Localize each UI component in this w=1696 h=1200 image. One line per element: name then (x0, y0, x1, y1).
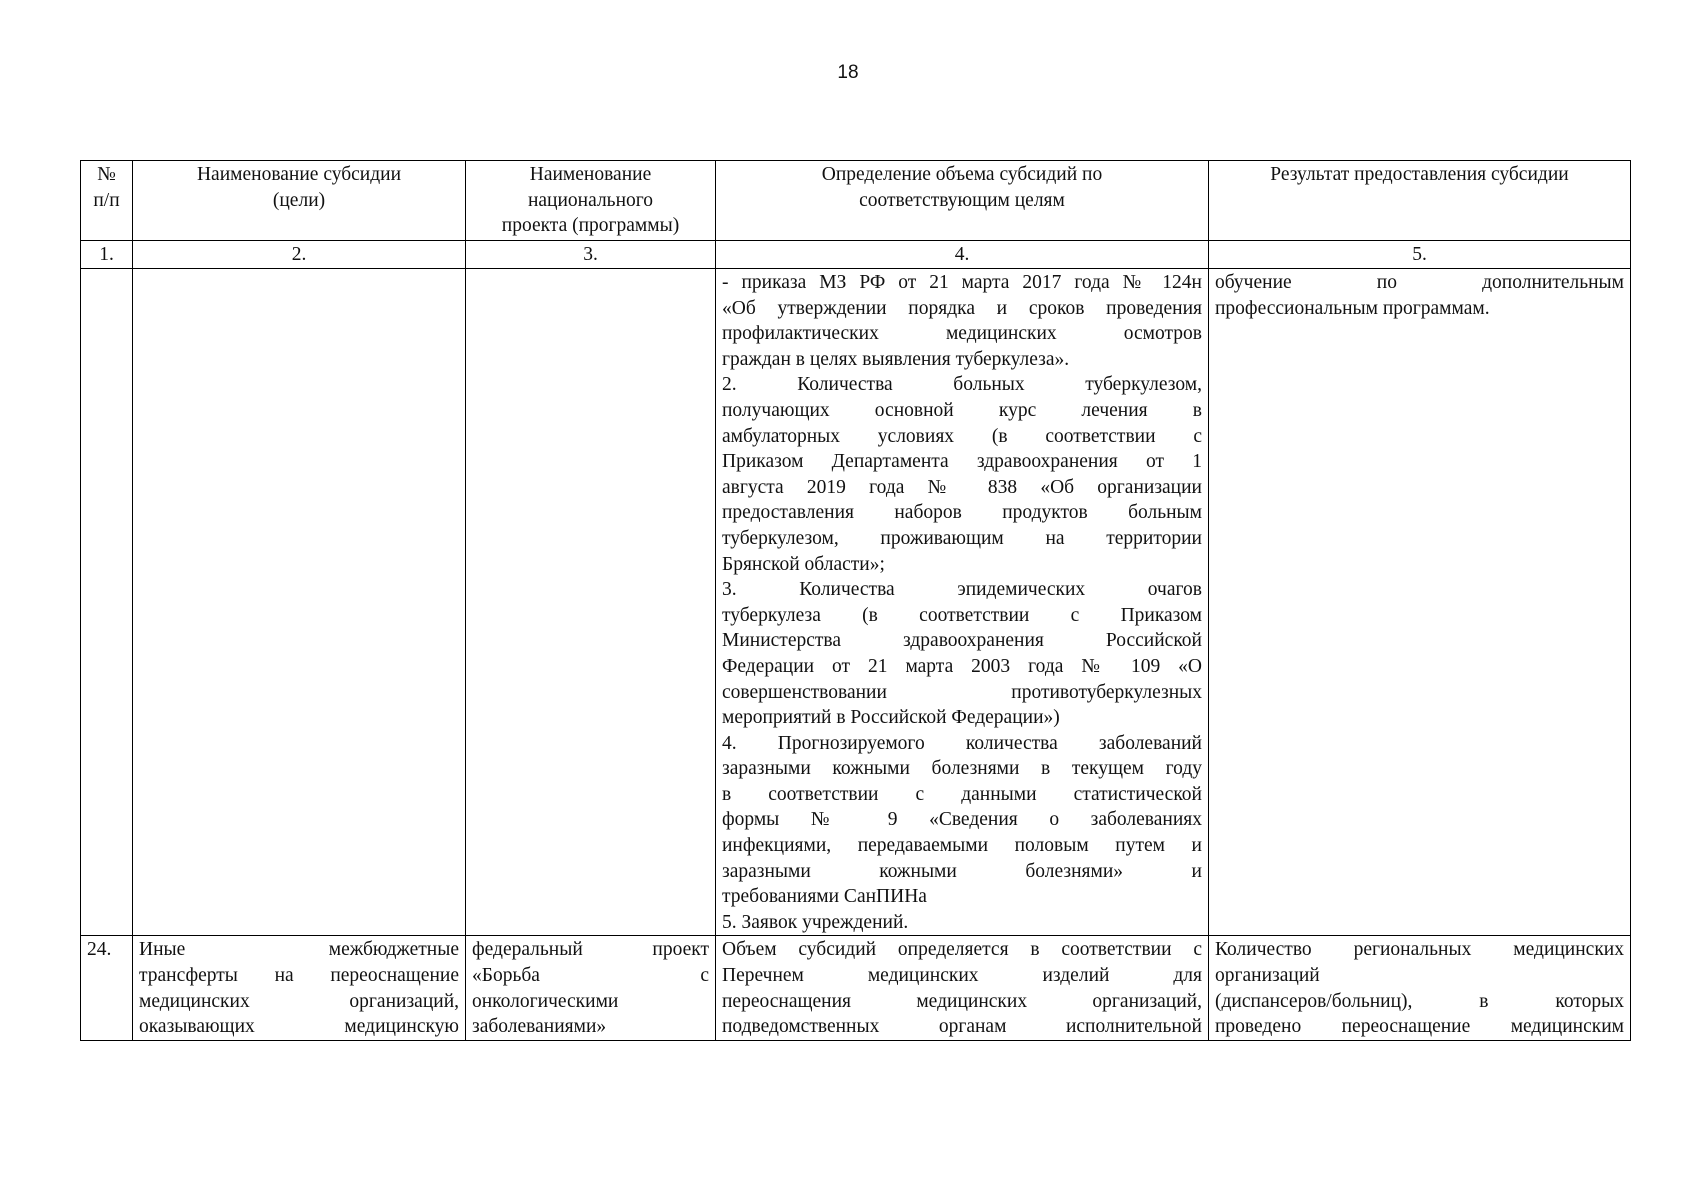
page-number: 18 (837, 62, 859, 83)
subsidy-table (80, 160, 1631, 1041)
text-line: трансферты на переоснащение (139, 965, 459, 987)
text-line: заразными кожными болезнями в текущем году (722, 758, 1202, 780)
cell-subsidy-name (133, 269, 466, 936)
column-number: 5. (1209, 241, 1631, 269)
cell-number (81, 269, 133, 936)
text-line: августа 2019 года № 838 «Об организации (722, 476, 1202, 498)
text-line: совершенствовании противотуберкулезных (722, 681, 1202, 703)
text-line: организаций (1215, 965, 1320, 987)
table-row-24 (81, 936, 1631, 1040)
header-subsidy-volume: Определение объема субсидий по соответствующим целям (716, 161, 1209, 241)
cell-result (1209, 269, 1631, 936)
text-line: - приказа МЗ РФ от 21 марта 2017 года № 124н (722, 272, 1202, 293)
header-row (81, 161, 1631, 241)
text-line: заразными кожными болезнями» и (722, 860, 1202, 882)
text-line: Иные межбюджетные (139, 939, 459, 961)
cell-subsidy-name (133, 936, 466, 1040)
column-number: 4. (716, 241, 1209, 269)
cell-result (1209, 936, 1631, 1040)
column-number: 3. (466, 241, 716, 269)
column-number: 2. (133, 241, 466, 269)
table-row-continuation (81, 269, 1631, 936)
text-line: 4. Прогнозируемого количества заболеваний (722, 732, 1202, 754)
text-line: 2. Количества больных туберкулезом, (722, 374, 1202, 396)
cell-subsidy-volume (716, 269, 1209, 936)
text-line: предоставления наборов продуктов больным (722, 502, 1202, 524)
text-line: Приказом Департамента здравоохранения от 1 (722, 451, 1202, 473)
header-result: Результат предоставления субсидии (1209, 161, 1631, 241)
column-number: 1. (81, 241, 133, 269)
text-line: Министерства здравоохранения Российской (722, 630, 1202, 652)
column-number-row (81, 241, 1631, 269)
text-line: Перечнем медицинских изделий для (722, 965, 1202, 987)
text-line: граждан в целях выявления туберкулеза». (722, 348, 1070, 370)
header-national-project: Наименование национального проекта (программы) (466, 161, 716, 241)
text-line: медицинских организаций, (139, 990, 459, 1012)
text-line: туберкулезом, проживающим на территории (722, 527, 1202, 549)
header-subsidy-name: Наименование субсидии (цели) (133, 161, 466, 241)
text-line: «Об утверждении порядка и сроков проведения (722, 297, 1202, 319)
text-line: мероприятий в Российской Федерации») (722, 707, 1060, 729)
text-line: обучение по дополнительным (1215, 272, 1624, 293)
header-number: № п/п (81, 161, 133, 241)
text-line: инфекциями, передаваемыми половым путем и (722, 835, 1202, 857)
cell-number: 24. (81, 936, 133, 1040)
text-line: Количество региональных медицинских (1215, 939, 1624, 961)
text-line: онкологическими (472, 990, 619, 1012)
cell-national-project (466, 936, 716, 1040)
text-line: 3. Количества эпидемических очагов (722, 579, 1202, 601)
text-line: проведено переоснащение медицинским (1215, 1016, 1624, 1038)
cell-national-project (466, 269, 716, 936)
text-line: оказывающих медицинскую (139, 1016, 459, 1038)
text-line: Федерации от 21 марта 2003 года № 109 «О (722, 655, 1202, 677)
cell-subsidy-volume (716, 936, 1209, 1040)
text-line: профилактических медицинских осмотров (722, 323, 1202, 345)
text-line: 5. Заявок учреждений. (722, 911, 909, 933)
text-line: Брянской области»; (722, 553, 885, 575)
text-line: требованиями СанПИНа (722, 886, 927, 908)
text-line: в соответствии с данными статистической (722, 783, 1202, 805)
text-line: «Борьба с (472, 965, 709, 987)
text-line: переоснащения медицинских организаций, (722, 990, 1202, 1012)
text-line: подведомственных органам исполнительной (722, 1016, 1202, 1038)
text-line: амбулаторных условиях (в соответствии с (722, 425, 1202, 447)
text-line: заболеваниями» (472, 1016, 607, 1038)
text-line: формы № 9 «Сведения о заболеваниях (722, 809, 1202, 831)
text-line: получающих основной курс лечения в (722, 399, 1202, 421)
text-line: Объем субсидий определяется в соответствии с (722, 939, 1202, 961)
text-line: федеральный проект (472, 939, 709, 961)
text-line: профессиональным программам. (1215, 297, 1490, 319)
text-line: туберкулеза (в соответствии с Приказом (722, 604, 1202, 626)
text-line: (диспансеров/больниц), в которых (1215, 990, 1624, 1012)
